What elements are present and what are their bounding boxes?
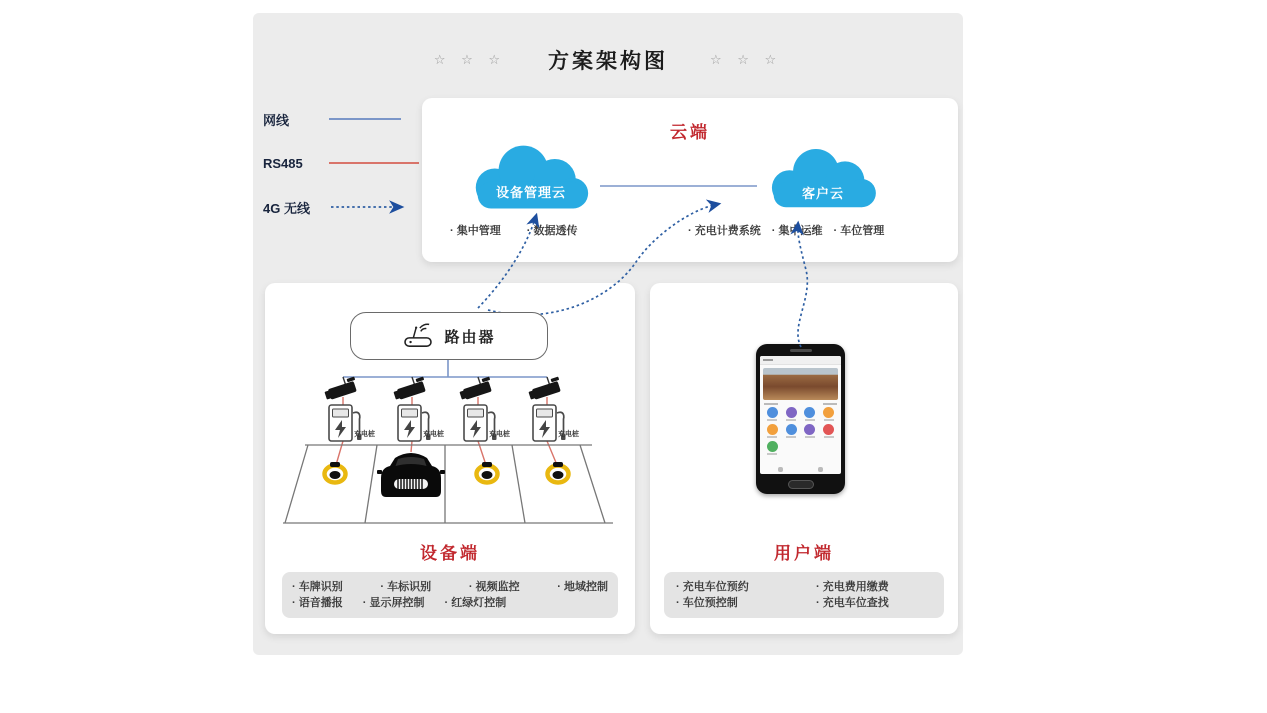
device-cloud-features [450,222,577,238]
nav-icon [818,467,823,472]
router-icon [402,323,434,349]
cloud-shape-icon [460,138,602,218]
cloud-panel [422,98,958,262]
nav-icon [778,467,783,472]
legend [263,110,421,242]
feature-item: · 车标识别 [380,581,432,593]
device-management-cloud [460,138,602,218]
feature-item: · 充电计费系统 [688,225,761,237]
feature-item: · 视频监控 [468,581,520,593]
legend-label-ethernet: 网线 [263,112,290,128]
cloud-panel-title: 云端 [670,123,710,142]
feature-item: · 车位预控制 [676,597,738,609]
wireless-arrow-sample [329,199,421,215]
ethernet-line-sample [329,118,401,120]
device-features-row-1 [292,579,608,595]
app-icon [763,424,782,438]
feature-item: · 车牌识别 [292,581,343,593]
phone-nav-bar [760,467,841,472]
feature-item: · 车位管理 [833,225,885,237]
diagram-board [253,13,963,655]
router-label: 路由器 [444,328,496,346]
feature-item: · 集中管理 [450,225,501,237]
legend-item-rs485 [263,154,421,172]
smartphone-illustration [756,344,845,494]
app-icon [801,424,820,438]
cloud-shape-icon [756,142,890,216]
user-features-box [664,572,944,618]
app-header-bar [760,356,841,365]
charger-label: 充电桩 [489,431,510,438]
page-title: 方案架构图 [548,50,668,73]
legend-item-4g [263,198,421,216]
decorative-stars-left: ☆ ☆ ☆ [433,52,506,67]
app-icon [763,407,782,421]
feature-item: · 充电车位预约 [676,581,749,593]
feature-item: · 集中运维 [771,225,823,237]
feature-item: · 充电费用缴费 [816,581,889,593]
cctv-camera-icon [458,377,494,401]
device-features-row-2 [292,595,608,611]
rs485-line-sample [329,162,419,164]
charger-label: 充电桩 [423,431,444,438]
cctv-camera-icon [392,377,428,401]
user-features-row-1 [676,579,932,595]
charger-label: 充电桩 [558,431,579,438]
device-management-cloud-label: 设备管理云 [495,185,566,200]
app-icon [763,441,782,455]
device-features-box [282,572,618,618]
app-icon [819,407,838,421]
parking-lock-icon [477,462,498,483]
router-box [350,312,548,360]
user-panel [650,283,958,634]
title-row [253,45,963,75]
phone-speaker [790,349,812,352]
customer-cloud-features [688,222,884,238]
feature-item: · 地域控制 [557,581,608,593]
section-label-placeholder [764,403,778,405]
app-icon [801,407,820,421]
parking-lock-icon [548,462,569,483]
customer-cloud [756,142,890,216]
ethernet-bus-lines [343,358,547,377]
app-banner-photo [763,368,838,400]
device-panel-title: 设备端 [420,544,480,563]
phone-screen [760,356,841,474]
legend-item-ethernet [263,110,421,128]
app-header-text-placeholder [763,359,773,361]
app-icon [782,424,801,438]
feature-item: · 红绿灯控制 [444,597,507,609]
feature-item: · 充电车位查找 [816,597,889,609]
parking-lock-icon [325,462,346,483]
feature-item: · 数据透传 [526,225,578,237]
app-icon-grid [760,405,841,455]
decorative-stars-right: ☆ ☆ ☆ [710,52,783,67]
cctv-camera-icon [323,377,359,401]
device-panel [265,283,635,634]
section-more-placeholder [823,403,837,405]
user-features-row-2 [676,595,932,611]
legend-label-rs485: RS485 [263,155,303,171]
phone-home-button [788,480,814,489]
car-icon [377,453,445,497]
cctv-camera-icon [527,377,563,401]
app-icon [782,407,801,421]
feature-item: · 显示屏控制 [362,597,425,609]
legend-label-4g: 4G 无线 [263,200,310,216]
app-icon [819,424,838,438]
user-panel-title: 用户端 [774,544,834,563]
feature-item: · 语音播报 [292,597,343,609]
charger-label: 充电桩 [354,431,375,438]
customer-cloud-label: 客户云 [801,185,844,201]
